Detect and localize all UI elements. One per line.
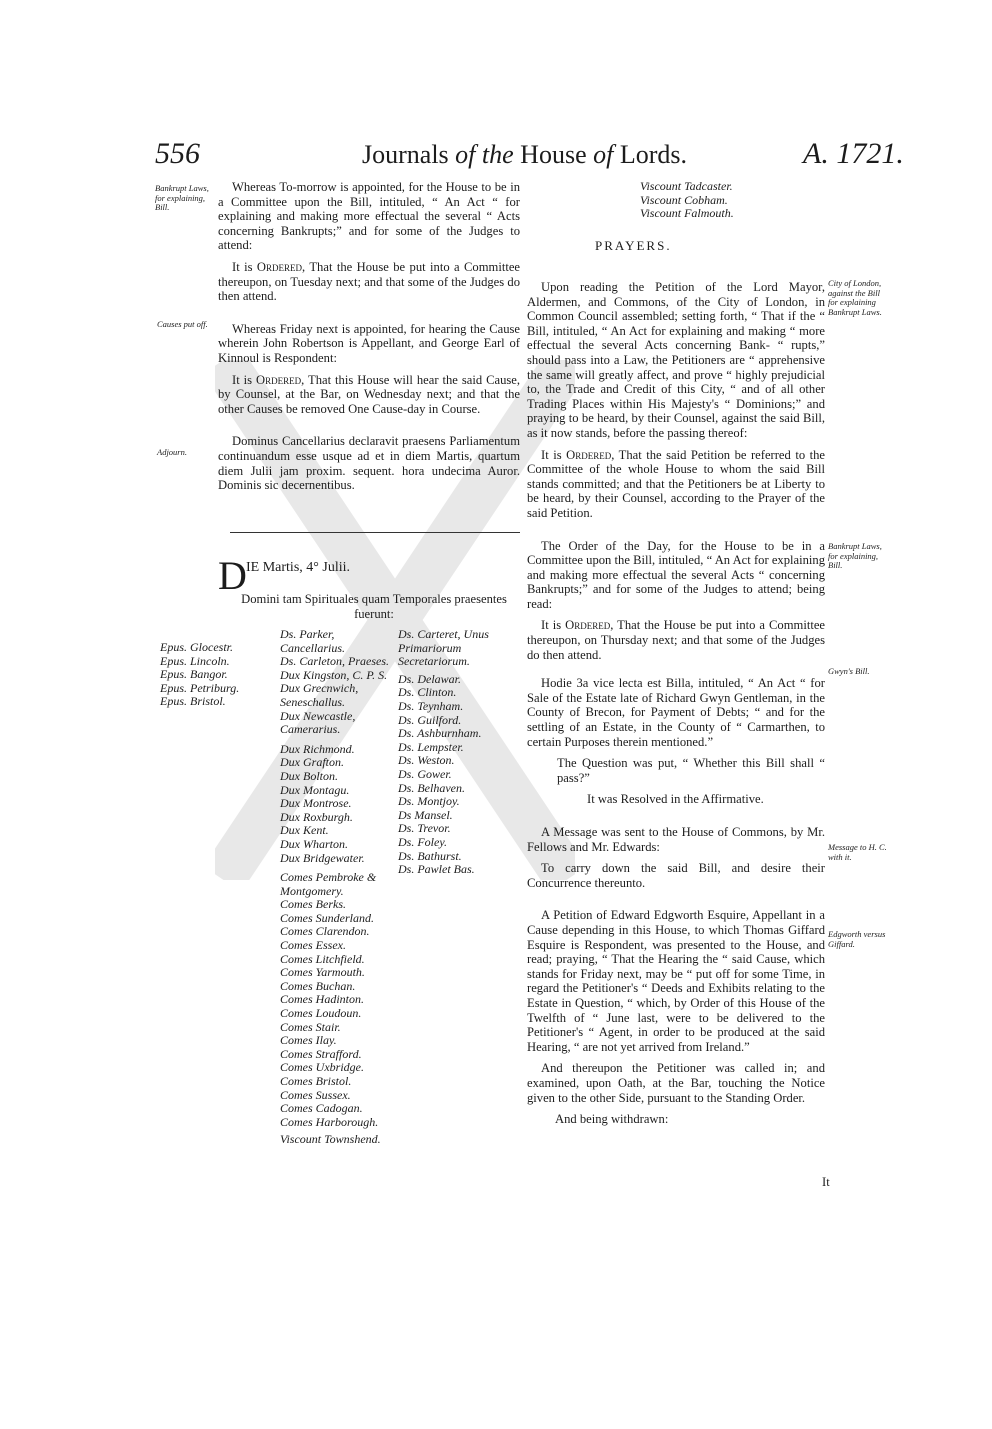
- list-item: Ds. Clinton.: [398, 685, 457, 700]
- paragraph: Upon reading the Petition of the Lord Mayor, Aldermen, and Commons, of the City of London, in Common Council assembled; setting forth, “ That if the “ Bill, intituled, “ An Act for explaining and making “ more effectual the several Acts concerning Bank- “ rupts,” should pass into a Law, the Petitioners are “ apprehensive the same will greatly affect, and prove “ highly prejudicial to, the Trade and Credit of this City, “ and of all other Trading Places within His Majesty's “ Dominions;” and praying to be heard, by their Counsel, against the said Bill, as it now stands, before the passing thereof:: [527, 280, 825, 440]
- list-item: Dux Grecnwich, Seneschallus.: [280, 681, 359, 709]
- list-item: Dux Montagu.: [280, 782, 350, 797]
- year: A. 1721.: [803, 137, 904, 170]
- list-item: Comes Harborough.: [280, 1114, 379, 1129]
- list-item: Comes Stair.: [280, 1019, 341, 1034]
- list-item: Comes Pembroke & Montgomery.: [280, 870, 377, 898]
- lords-list-middle: [280, 628, 398, 1147]
- list-item: Dux Roxburgh.: [280, 809, 353, 824]
- bishops-list: [160, 641, 270, 709]
- list-item: Comes Cadogan.: [280, 1101, 363, 1116]
- margin-note: Causes put off.: [157, 319, 208, 329]
- paragraph: And thereupon the Petitioner was called in; and examined, upon Oath, at the Bar, touching the Notice given to the other Side, pursuant to the Standing Order.: [527, 1061, 825, 1105]
- list-item: Viscount Townshend.: [280, 1132, 381, 1147]
- running-title: [362, 140, 687, 170]
- ordered-text: Ordered: [565, 618, 611, 633]
- list-item: Comes Sunderland.: [280, 910, 374, 925]
- margin-note: Gwyn's Bill.: [828, 666, 870, 676]
- title-part: of: [593, 140, 614, 169]
- list-item: Comes Essex.: [280, 938, 346, 953]
- margin-note: Bankrupt Laws, for explaining, Bill.: [828, 541, 882, 570]
- paragraph: To carry down the said Bill, and desire their Concurrence thereunto.: [527, 861, 825, 890]
- list-item: Dux Newcastle, Camerarius.: [280, 708, 356, 737]
- list-item: Comes Buchan.: [280, 978, 356, 993]
- paragraph: It was Resolved in the Affirmative.: [587, 792, 764, 807]
- list-item: Ds. Gower.: [398, 766, 452, 781]
- list-item: Comes Loudoun.: [280, 1006, 362, 1021]
- paragraph: [527, 448, 825, 521]
- list-item: Ds. Trevor.: [398, 821, 451, 836]
- list-item: Comes Strafford.: [280, 1046, 362, 1061]
- margin-note: City of London, against the Bill for explaining Bankrupt Laws.: [828, 278, 882, 317]
- list-item: Comes Bristol.: [280, 1074, 352, 1088]
- paragraph: Dominus Cancellarius declaravit praesens Parliamentum continuandum esse usque ad et in diem Martis, quartum diem Julii jam proxim. sequent. hora undecima Auror. Dominis sic decernentibus.: [218, 434, 520, 493]
- list-item: Ds. Carleton, Praeses.: [280, 654, 389, 669]
- margin-note: Edgworth versus Giffard.: [828, 929, 886, 949]
- list-item: Dux Montrose.: [280, 796, 352, 811]
- list-item: Dux Bridgewater.: [280, 850, 365, 865]
- list-item: Ds. Ashburnham.: [398, 726, 482, 741]
- ordered-text: Ordered: [256, 259, 303, 274]
- section-rule: [230, 532, 520, 533]
- ordered-text: Ordered: [256, 372, 302, 387]
- list-item: Ds. Lempster.: [398, 739, 464, 754]
- title-part: House: [513, 140, 594, 169]
- paragraph: [527, 618, 825, 662]
- margin-note: Message to H. C. with it.: [828, 842, 887, 862]
- margin-note: Adjourn.: [157, 447, 187, 457]
- title-part: Lords.: [613, 140, 688, 169]
- text-span: , That the House be put into a Committee thereupon, on Thursday next; and that some of the Judges do then attend.: [527, 618, 825, 662]
- list-item: Comes Yarmouth.: [280, 965, 365, 980]
- list-item: Comes Litchfield.: [280, 951, 365, 966]
- list-item: Ds. Delawar.: [398, 671, 462, 686]
- paragraph: [218, 373, 520, 417]
- list-item: Viscount Cobham.: [640, 192, 728, 207]
- paragraph: A Petition of Edward Edgworth Esquire, Appellant in a Cause depending in this House, to which Thomas Giffard Esquire is Respondent, was presented to the House, and read; praying, “ That the Hearing the “ said Cause, which stands for Friday next, may be “ put off for some Time, in regard the Petitioner's “ Deeds and Exhibits relating to the Estate in Question, “ which, by Order of this House of the Twelfth of “ June last, were to be delivered to the Petitioner's “ Agent, in order to be produced at the said Hearing, “ are not yet arrived from Ireland.”: [527, 908, 825, 1054]
- list-item: Dux Richmond.: [280, 741, 355, 756]
- list-item: Epus. Petriburg.: [160, 680, 240, 695]
- text-span: , That this House will hear the said Cause, by Counsel, at the Bar, on Wednesday next; and that the other Causes be removed One Cause-day in Course.: [218, 372, 521, 416]
- list-item: Viscount Tadcaster.: [640, 179, 733, 193]
- list-item: Comes Sussex.: [280, 1087, 351, 1102]
- list-item: Epus. Bangor.: [160, 667, 228, 682]
- paragraph: A Message was sent to the House of Commons, by Mr. Fellows and Mr. Edwards:: [527, 825, 825, 854]
- list-item: Ds. Parker, Cancellarius.: [280, 627, 345, 655]
- margin-note: Bankrupt Laws, for explaining, Bill.: [155, 183, 209, 212]
- list-item: Ds. Weston.: [398, 753, 455, 768]
- paragraph: Whereas Friday next is appointed, for hearing the Cause wherein John Robertson is Appellant, and George Earl of Kinnoul is Respondent:: [218, 321, 520, 365]
- list-item: Comes Uxbridge.: [280, 1060, 364, 1075]
- list-item: Dux Kent.: [280, 823, 329, 838]
- title-part: Journals: [362, 140, 456, 169]
- list-item: Dux Wharton.: [280, 836, 348, 851]
- list-item: Ds. Pawlet Bas.: [398, 862, 475, 877]
- text-span: It is: [232, 372, 257, 387]
- text-span: , That the House be put into a Committee thereupon, on Tuesday next; and that some of the Judges do then attend.: [218, 259, 520, 304]
- list-item: Ds. Belhaven.: [398, 780, 465, 795]
- list-item: Epus. Lincoln.: [160, 653, 230, 668]
- list-item: Comes Berks.: [280, 897, 346, 912]
- list-item: Ds. Carteret, Unus Primariorum Secretariorum.: [398, 627, 489, 669]
- catchword: It: [822, 1175, 830, 1189]
- list-item: Epus. Glocestr.: [160, 640, 233, 654]
- list-item: Epus. Bristol.: [160, 694, 226, 709]
- paragraph: Whereas To-morrow is appointed, for the House to be in a Committee upon the Bill, intituled, “ An Act “ for explaining and making more effectual the several “ Acts concerning Bankrupts;” and for some of the Judges to attend:: [218, 180, 520, 253]
- left-column-text: [218, 180, 520, 500]
- text-span: It is: [541, 447, 567, 462]
- ordered-text: Ordered: [566, 447, 612, 462]
- viscounts-list: [640, 180, 790, 221]
- list-item: Ds. Bathurst.: [398, 848, 462, 863]
- list-item: Ds. Montjoy.: [398, 794, 460, 809]
- list-item: Comes Hadinton.: [280, 992, 364, 1007]
- paragraph: The Order of the Day, for the House to be in a Committee upon the Bill, intituled, “ An Act for explaining and making more effectual the several Acts “ concerning Bankrupts;” and for some of the Judges to attend; being read:: [527, 538, 825, 611]
- list-item: Ds. Guilford.: [398, 712, 462, 727]
- text-span: It is: [541, 618, 566, 633]
- list-item: Ds Mansel.: [398, 807, 453, 822]
- list-item: Ds. Teynham.: [398, 698, 464, 713]
- list-item: Comes Clarendon.: [280, 924, 370, 939]
- day-heading: IE Martis, 4° Julii.: [246, 560, 350, 575]
- drop-cap: D: [218, 553, 247, 598]
- right-column-text: [527, 280, 825, 1134]
- paragraph: [218, 260, 520, 304]
- lords-list-right: [398, 628, 520, 877]
- page-number: 556: [155, 137, 200, 170]
- paragraph: Hodie 3a vice lecta est Billa, intituled, “ An Act “ for Sale of the Estate late of Richard Gwyn Gentleman, in the County of Brecon, for Payment of Debts; “ and for the settling of an Estate, in the County of “ Carmarthen, to certain Purposes therein mentioned.”: [527, 676, 825, 749]
- domini-heading: Domini tam Spirituales quam Temporales praesentes fuerunt:: [241, 592, 507, 621]
- text-span: It is: [232, 259, 257, 274]
- title-part: of the: [455, 140, 514, 169]
- paragraph: And being withdrawn:: [555, 1112, 669, 1127]
- list-item: Dux Kingston, C. P. S.: [280, 667, 388, 682]
- list-item: Dux Bolton.: [280, 768, 338, 783]
- list-item: Ds. Foley.: [398, 834, 447, 849]
- section-heading: PRAYERS.: [595, 238, 672, 253]
- paragraph: The Question was put, “ Whether this Bill shall “ pass?”: [557, 756, 825, 785]
- text-span: , That the said Petition be referred to the Committee of the whole House to whom the said Bill stands committed; and that the Petitioners be at Liberty to be heard, by their Counsel, according to the Prayer of the said Petition.: [527, 447, 826, 520]
- list-item: Comes Ilay.: [280, 1033, 337, 1048]
- list-item: Viscount Falmouth.: [640, 206, 734, 221]
- list-item: Dux Grafton.: [280, 755, 344, 770]
